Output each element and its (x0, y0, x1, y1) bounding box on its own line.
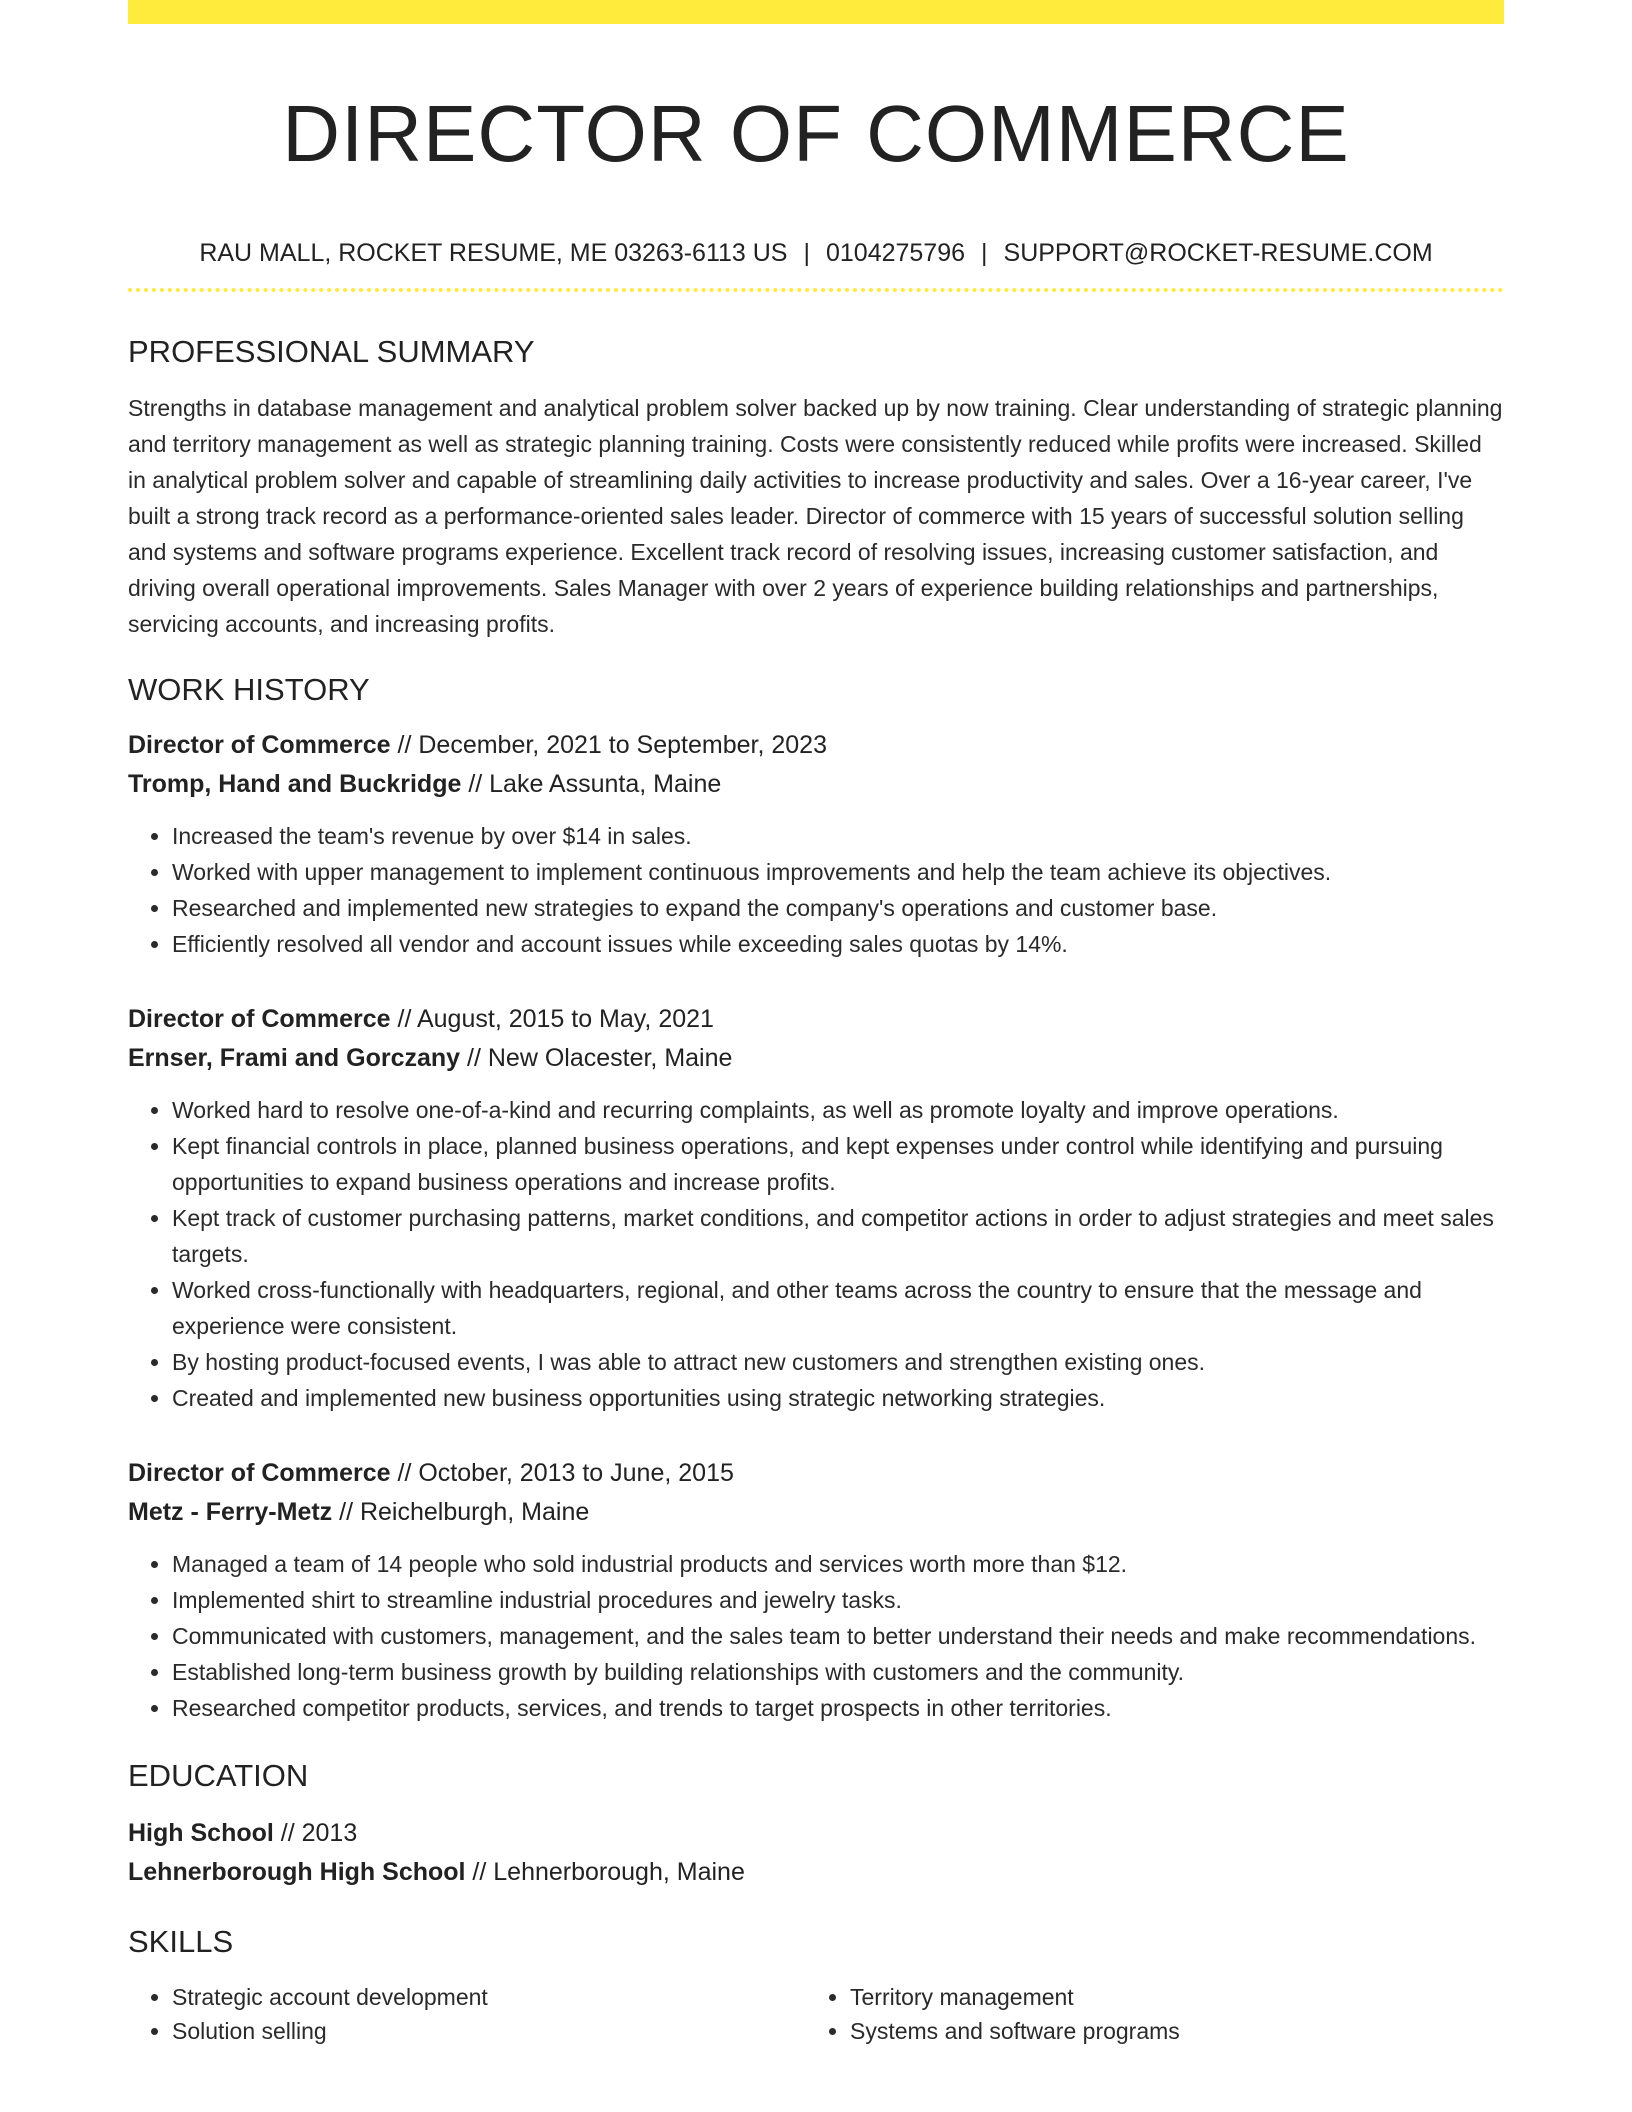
job-bullet: • Efficiently resolved all vendor and account issues while exceeding sales quotas by 14%. (172, 926, 1504, 962)
job-bullet-list (128, 1092, 1504, 1416)
job-title: Director of Commerce (128, 731, 391, 759)
job-dates: // October, 2013 to June, 2015 (390, 1459, 734, 1487)
job-bullet: • Created and implemented new business opportunities using strategic networking strategies. (172, 1380, 1504, 1416)
job-title: Director of Commerce (128, 1005, 391, 1033)
job-bullet-list (128, 818, 1504, 962)
job-bullet: • Established long-term business growth by building relationships with customers and the community. (172, 1654, 1504, 1690)
education-entry (128, 1814, 1504, 1892)
job-bullet: • By hosting product-focused events, I was able to attract new customers and strengthen existing ones. (172, 1344, 1504, 1380)
job-bullet: • Communicated with customers, management, and the sales team to better understand their needs and make recommendations. (172, 1618, 1504, 1654)
education-heading: EDUCATION (128, 1758, 309, 1793)
job-bullet: • Kept track of customer purchasing patterns, market conditions, and competitor actions in order to adjust strategies and meet sales targets. (172, 1200, 1504, 1272)
skills-heading: SKILLS (128, 1924, 234, 1959)
education-degree-line (128, 1814, 1504, 1853)
resume-title: DIRECTOR OF COMMERCE (282, 89, 1350, 178)
contact-address: RAU MALL, ROCKET RESUME, ME 03263-6113 US (199, 239, 788, 267)
job-bullet: • Worked with upper management to implement continuous improvements and help the team achieve its objectives. (172, 854, 1504, 890)
job-title-line (128, 1454, 1504, 1493)
job-location: // New Olacester, Maine (460, 1044, 733, 1072)
accent-top-bar (128, 0, 1504, 24)
job-bullet: • Kept financial controls in place, planned business operations, and kept expenses under control while identifying and pursuing opportunities to expand business operations and increase profits. (172, 1128, 1504, 1200)
dotted-divider (128, 288, 1504, 292)
resume-page (128, 0, 1504, 2048)
contact-separator: | (803, 239, 810, 267)
job-company-line (128, 765, 1504, 804)
job-location: // Lake Assunta, Maine (461, 770, 722, 798)
summary-heading: PROFESSIONAL SUMMARY (128, 334, 535, 369)
skill-item: • Strategic account development (172, 1980, 806, 2014)
job-company: Metz - Ferry-Metz (128, 1498, 333, 1526)
job-bullet-list (128, 1546, 1504, 1726)
contact-phone: 0104275796 (825, 239, 966, 267)
job-company: Ernser, Frami and Gorczany (128, 1044, 461, 1072)
skills-list-left (128, 1980, 806, 2048)
work-history-heading: WORK HISTORY (128, 672, 370, 707)
job-bullet: • Researched competitor products, services, and trends to target prospects in other territories. (172, 1690, 1504, 1726)
job-title-line (128, 1000, 1504, 1039)
skill-item: • Systems and software programs (850, 2014, 1484, 2048)
job-location: // Reichelburgh, Maine (332, 1498, 590, 1526)
job-company-line (128, 1039, 1504, 1078)
education-school-line (128, 1853, 1504, 1892)
skill-item: • Territory management (850, 1980, 1484, 2014)
job-bullet: • Researched and implemented new strategies to expand the company's operations and customer base. (172, 890, 1504, 926)
job-bullet: • Managed a team of 14 people who sold industrial products and services worth more than $12. (172, 1546, 1504, 1582)
summary-text: Strengths in database management and analytical problem solver backed up by now training. Clear understanding of strategic planning and territory management as well as strategic planning training. Costs were consistently reduced while profits were increased. Skilled in analytical problem solver and capable of streamlining daily activities to increase productivity and sales. Over a 16-year career, I've built a strong track record as a performance-oriented sales leader. Director of commerce with 15 years of successful solution selling and systems and software programs experience. Excellent track record of resolving issues, increasing customer satisfaction, and driving overall operational improvements. Sales Manager with over 2 years of experience building relationships and partnerships, servicing accounts, and increasing profits. (128, 395, 1503, 637)
contact-separator: | (981, 239, 988, 267)
education-degree: High School (128, 1819, 274, 1847)
education-year: // 2013 (273, 1819, 358, 1847)
job-entry (128, 1000, 1504, 1416)
contact-line (128, 236, 1504, 270)
job-bullet: • Increased the team's revenue by over $14 in sales. (172, 818, 1504, 854)
job-dates: // December, 2021 to September, 2023 (390, 731, 827, 759)
job-entry (128, 726, 1504, 962)
job-entry (128, 1454, 1504, 1726)
skills-columns (128, 1980, 1504, 2048)
contact-email: SUPPORT@ROCKET-RESUME.COM (1003, 239, 1433, 267)
education-school: Lehnerborough High School (128, 1858, 466, 1886)
job-dates: // August, 2015 to May, 2021 (390, 1005, 714, 1033)
job-bullet: • Worked hard to resolve one-of-a-kind and recurring complaints, as well as promote loyalty and improve operations. (172, 1092, 1504, 1128)
skills-list-right (806, 1980, 1484, 2048)
job-title-line (128, 726, 1504, 765)
job-bullet: • Implemented shirt to streamline industrial procedures and jewelry tasks. (172, 1582, 1504, 1618)
skill-item: • Solution selling (172, 2014, 806, 2048)
job-bullet: • Worked cross-functionally with headquarters, regional, and other teams across the country to ensure that the message and experience were consistent. (172, 1272, 1504, 1344)
job-company: Tromp, Hand and Buckridge (128, 770, 462, 798)
job-title: Director of Commerce (128, 1459, 391, 1487)
job-company-line (128, 1493, 1504, 1532)
education-location: // Lehnerborough, Maine (465, 1858, 745, 1886)
